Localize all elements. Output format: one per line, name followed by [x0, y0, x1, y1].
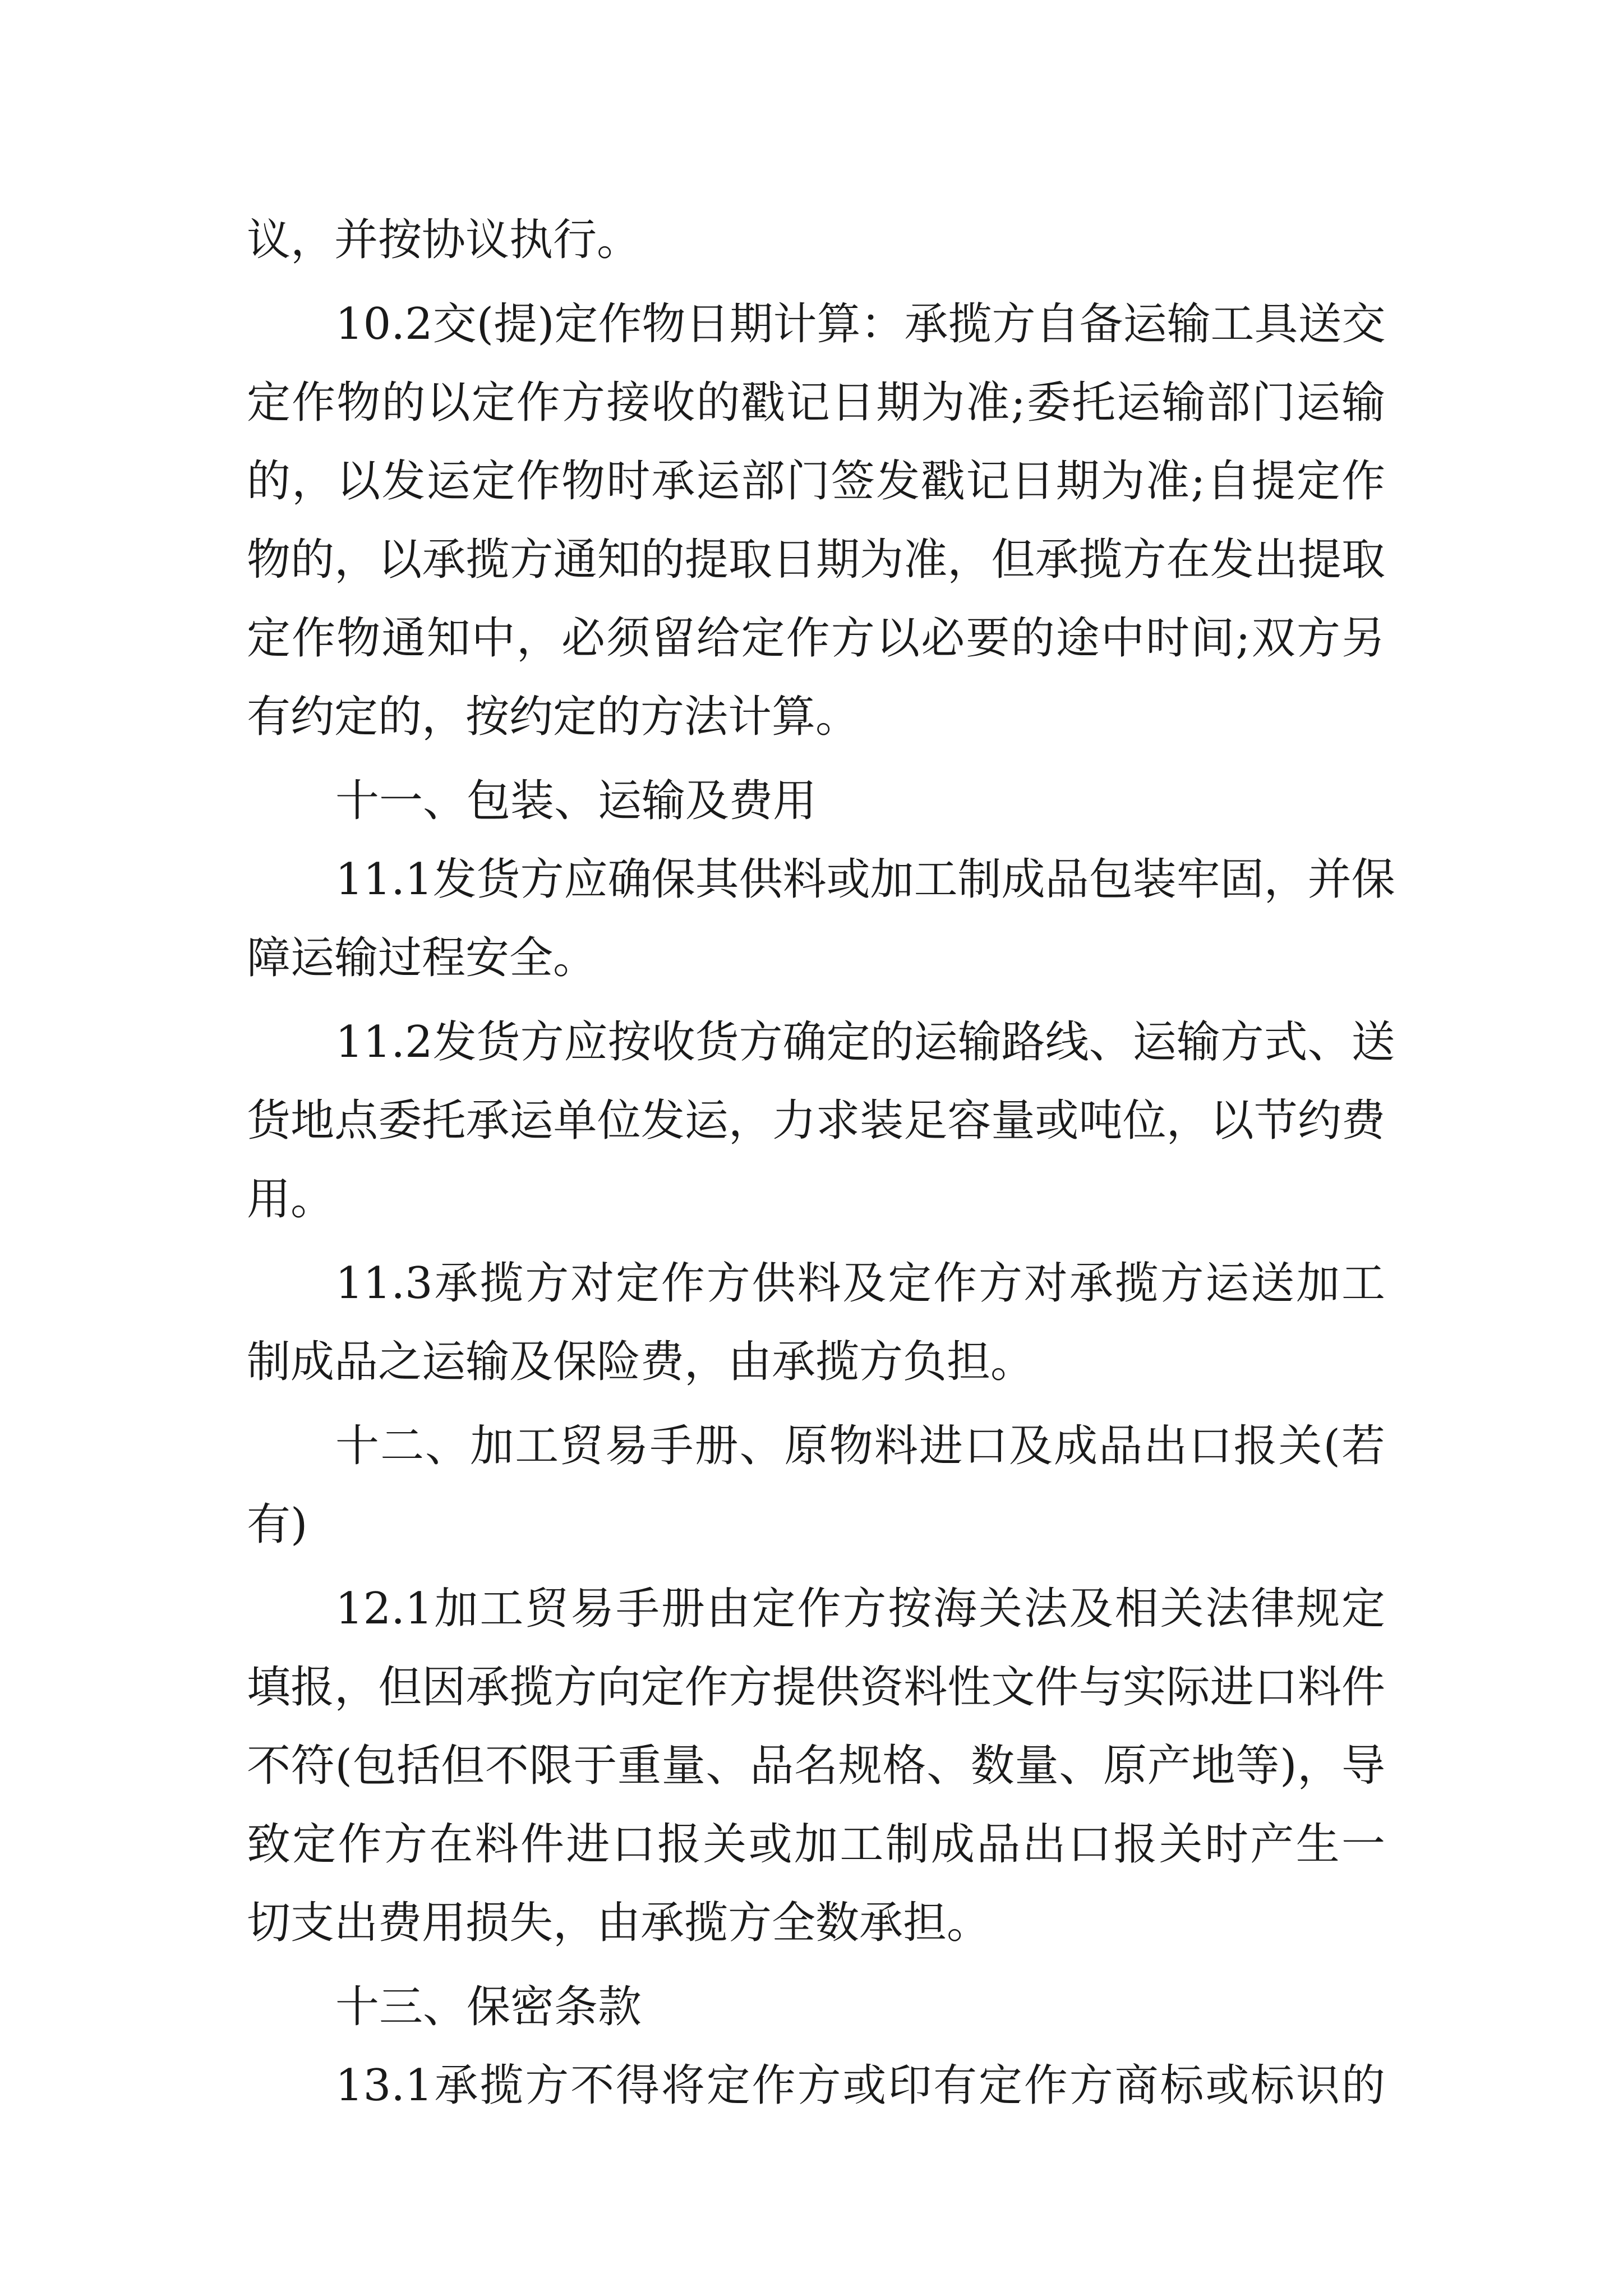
text-line: 定作物通知中，必须留给定作方以必要的途中时间;双方另 — [247, 613, 1385, 664]
text-line: 致定作方在料件进口报关或加工制成品出口报关时产生一 — [247, 1819, 1385, 1870]
text-line: 货地点委托承运单位发运，力求装足容量或吨位，以节约费 — [247, 1096, 1385, 1146]
text-line: 物的，以承揽方通知的提取日期为准，但承揽方在发出提取 — [247, 535, 1385, 585]
section-12-heading: 十二、加工贸易手册、原物料进口及成品出口报关(若 — [335, 1421, 1385, 1471]
clause-11-1-line: 11.1发货方应确保其供料或加工制成品包装牢固，并保 — [335, 854, 1395, 905]
section-11-heading: 十一、包装、运输及费用 — [335, 776, 817, 826]
clause-13-1-line: 13.1承揽方不得将定作方或印有定作方商标或标识的 — [335, 2060, 1385, 2111]
text-line: 不符(包括但不限于重量、品名规格、数量、原产地等)，导 — [247, 1741, 1385, 1791]
text-line: 的，以发运定作物时承运部门签发戳记日期为准;自提定作 — [247, 456, 1385, 507]
clause-10-2-line: 10.2交(提)定作物日期计算：承揽方自备运输工具送交 — [335, 299, 1386, 349]
clause-12-1-line: 12.1加工贸易手册由定作方按海关法及相关法律规定 — [335, 1584, 1385, 1634]
text-line: 定作物的以定作方接收的戳记日期为准;委托运输部门运输 — [247, 378, 1385, 428]
text-line: 填报，但因承揽方向定作方提供资料性文件与实际进口料件 — [247, 1662, 1385, 1713]
text-line: 用。 — [247, 1174, 335, 1225]
text-line: 切支出费用损失，由承揽方全数承担。 — [247, 1898, 991, 1948]
section-13-heading: 十三、保密条款 — [335, 1982, 642, 2032]
text-line: 障运输过程安全。 — [247, 933, 597, 983]
text-line: 有约定的，按约定的方法计算。 — [247, 692, 860, 742]
clause-11-2-line: 11.2发货方应按收货方确定的运输路线、运输方式、送 — [335, 1017, 1395, 1068]
clause-11-3-line: 11.3承揽方对定作方供料及定作方对承揽方运送加工 — [335, 1258, 1385, 1309]
text-line: 议，并按协议执行。 — [247, 215, 641, 265]
text-line: 有) — [247, 1499, 308, 1550]
text-line: 制成品之运输及保险费，由承揽方负担。 — [247, 1337, 1035, 1387]
